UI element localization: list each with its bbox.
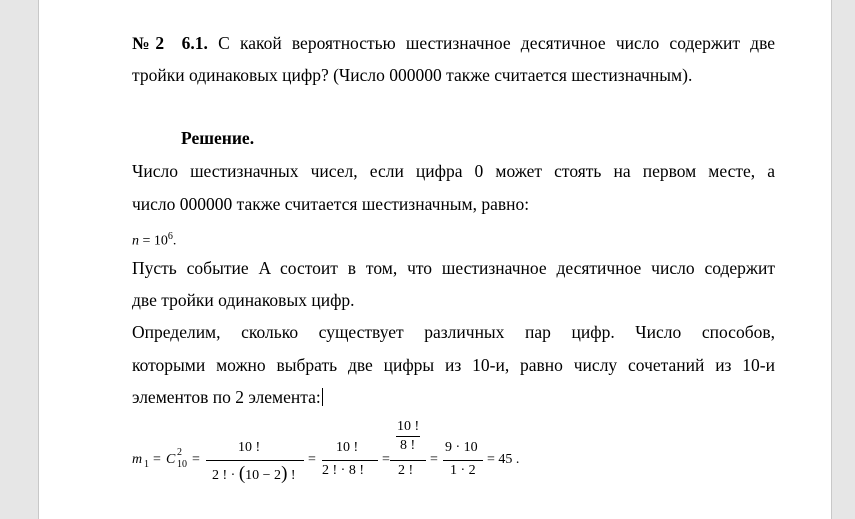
fraction-3-bar: [390, 460, 426, 461]
solution-p1-line-1: Число шестизначных чисел, если цифра 0 может стоять на первом месте, а: [132, 161, 775, 181]
fraction-2-denominator: 2 ! · 8 !: [322, 463, 364, 478]
m1-result: = 45 .: [487, 452, 520, 467]
document-page: [38, 0, 832, 519]
fraction-3-denominator: 2 !: [398, 463, 414, 478]
m1-equals-1: =: [153, 452, 161, 467]
combination-symbol: C: [166, 452, 176, 467]
fraction-3-inner-bar: [396, 436, 420, 437]
fraction-3-inner-numerator: 10 !: [397, 419, 420, 434]
text-cursor: [322, 388, 323, 406]
problem-line-1: [132, 33, 775, 53]
solution-p2-line-2: две тройки одинаковых цифр.: [132, 290, 355, 310]
problem-text-1: С какой вероятностью шестизначное десятичное число содержит две: [218, 33, 775, 53]
problem-sub-number: 6.1.: [181, 33, 208, 53]
fraction-1-denominator: 2 ! · (10 − 2) !: [212, 463, 296, 484]
m1-equals-4: =: [382, 452, 390, 467]
solution-p1-line-2: число 000000 также считается шестизначным, равно:: [132, 194, 530, 214]
fraction-1-numerator: 10 !: [238, 440, 261, 455]
solution-p3-line-1: Определим, сколько существует различных пар цифр. Число способов,: [132, 322, 775, 342]
problem-number: №2: [132, 33, 165, 53]
m1-lhs-subscript: 1: [144, 459, 149, 470]
fraction-2-bar: [322, 460, 378, 461]
n-exponent: 6: [167, 231, 173, 242]
fraction-1-bar: [206, 460, 304, 461]
m1-equals-5: =: [430, 452, 438, 467]
combination-subscript: 10: [177, 459, 187, 470]
n-formula: [132, 227, 176, 252]
problem-line-2: тройки одинаковых цифр? (Число 000000 также считается шестизначным).: [132, 65, 693, 85]
combination-superscript: 2: [177, 447, 182, 458]
solution-p2-line-1: Пусть событие A состоит в том, что шестизначное десятичное число содержит: [132, 258, 775, 278]
n-dot: .: [172, 233, 177, 249]
fraction-2-numerator: 10 !: [336, 440, 359, 455]
solution-p3-line-3-text: элементов по 2 элемента:: [132, 387, 321, 407]
solution-p3-line-2: которыми можно выбрать две цифры из 10-и, равно числу сочетаний из 10-и: [132, 355, 775, 375]
m1-equals-2: =: [192, 452, 200, 467]
m1-equals-3: =: [308, 452, 316, 467]
fraction-3-inner-denominator: 8 !: [400, 438, 416, 453]
n-variable: n: [132, 233, 139, 249]
solution-p3-line-3: [132, 387, 323, 407]
fraction-4-denominator: 1 · 2: [450, 463, 476, 478]
solution-heading: Решение.: [181, 128, 255, 148]
m1-lhs: m: [132, 452, 143, 467]
fraction-4-bar: [443, 460, 483, 461]
n-equals: = 10: [142, 233, 168, 249]
m1-formula: [132, 415, 775, 485]
fraction-4-numerator: 9 · 10: [445, 440, 478, 455]
